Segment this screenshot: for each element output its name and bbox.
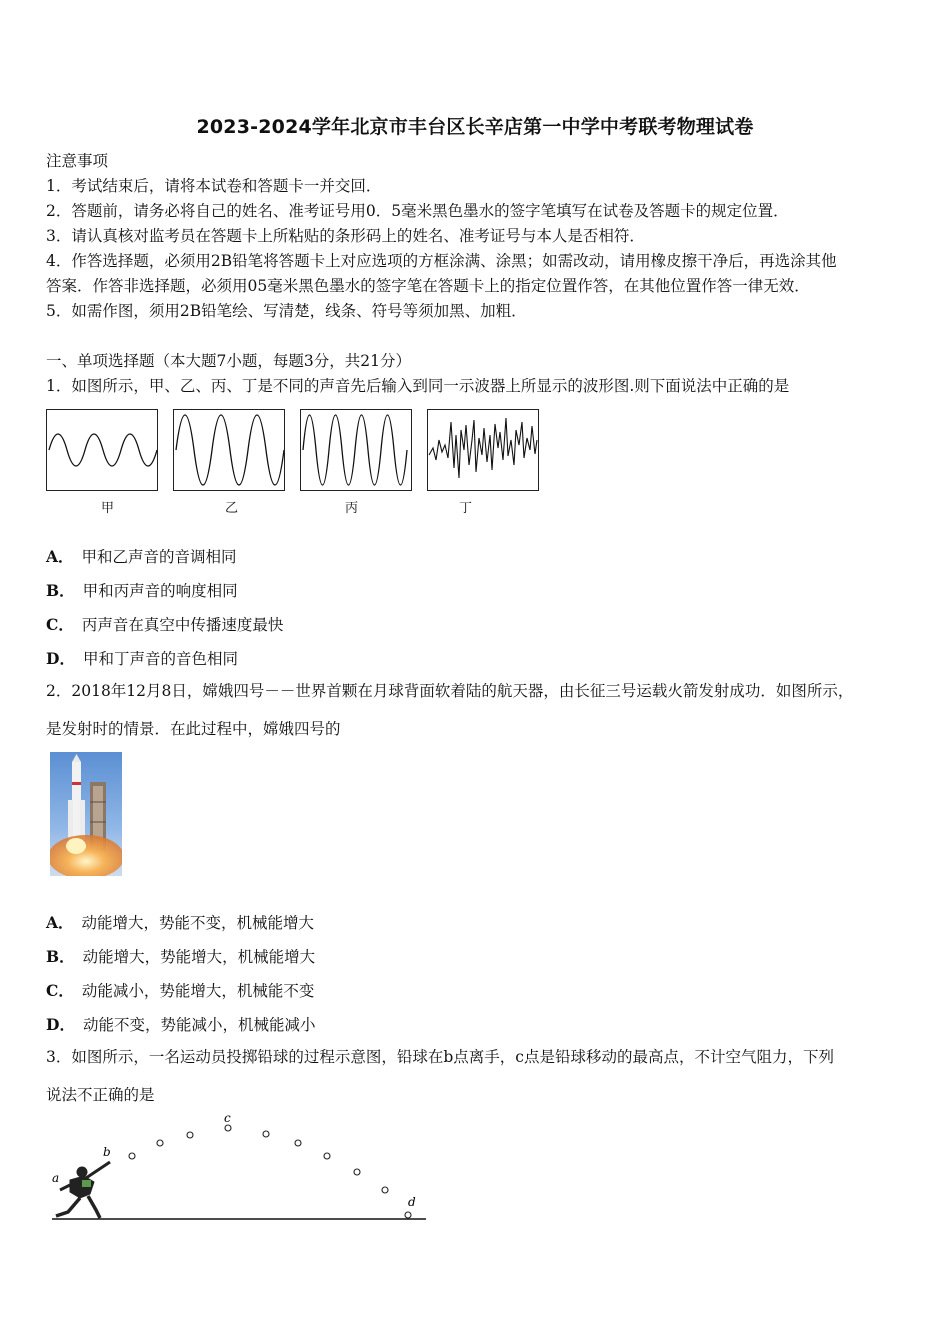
q1-option-a: A． 甲和乙声音的音调相同 bbox=[46, 547, 237, 566]
label-d: d bbox=[408, 1195, 416, 1209]
q2-option-d: D． 动能不变，势能减小，机械能减小 bbox=[46, 1015, 316, 1034]
rocket-launch-image bbox=[50, 752, 122, 876]
q3-stem-line2: 说法不正确的是 bbox=[46, 1086, 155, 1104]
q3-stem-line1: 3．如图所示，一名运动员投掷铅球的过程示意图，铅球在b点离手，c点是铅球移动的最高点，不计空气阻力，下列 bbox=[46, 1048, 834, 1066]
q1-option-d: D． 甲和丁声音的音色相同 bbox=[46, 649, 238, 668]
wave-label-bing: 丙 bbox=[345, 501, 359, 516]
q2-option-b: B． 动能增大，势能增大，机械能增大 bbox=[46, 947, 316, 966]
q2-option-c: C． 动能减小，势能增大，机械能不变 bbox=[46, 981, 315, 1000]
label-a: a bbox=[52, 1171, 60, 1185]
trajectory-balls bbox=[129, 1125, 411, 1218]
label-c: c bbox=[224, 1111, 231, 1125]
q2-option-a: A． 动能增大，势能不变，机械能增大 bbox=[46, 913, 315, 932]
wave-bing bbox=[300, 409, 412, 491]
page-title: 2023-2024学年北京市丰台区长辛店第一中学中考联考物理试卷 bbox=[196, 116, 754, 138]
section-heading: 一、单项选择题（本大题7小题，每题3分，共21分） bbox=[46, 352, 411, 370]
wave-jia bbox=[46, 409, 158, 491]
notice-item-4: 4．作答选择题，必须用2B铅笔将答题卡上对应选项的方框涂满、涂黑；如需改动，请用橡皮擦干净后，再选涂其他 bbox=[46, 252, 837, 270]
q2-stem-line1: 2．2018年12月8日，嫦娥四号－－世界首颗在月球背面软着陆的航天器，由长征三号运载火箭发射成功．如图所示， bbox=[46, 682, 854, 700]
label-b: b bbox=[103, 1145, 111, 1159]
q1-option-b: B． 甲和丙声音的响度相同 bbox=[46, 581, 238, 600]
q1-stem: 1．如图所示，甲、乙、丙、丁是不同的声音先后输入到同一示波器上所显示的波形图.则下面说法中正确的是 bbox=[46, 377, 790, 395]
wave-yi bbox=[173, 409, 285, 491]
notice-item-5: 5．如需作图，须用2B铅笔绘、写清楚，线条、符号等须加黑、加粗． bbox=[46, 302, 527, 320]
notice-item-4-cont: 答案．作答非选择题，必须用05毫米黑色墨水的签字笔在答题卡上的指定位置作答，在其他位置作答一律无效． bbox=[46, 277, 810, 295]
wave-ding bbox=[427, 409, 539, 491]
shot-put-diagram bbox=[46, 1110, 436, 1225]
notice-item-2: 2．答题前，请务必将自己的姓名、准考证号用0．5毫米黑色墨水的签字笔填写在试卷及答题卡的规定位置． bbox=[46, 202, 789, 220]
wave-label-ding: 丁 bbox=[459, 501, 473, 516]
notice-item-1: 1．考试结束后，请将本试卷和答题卡一并交回． bbox=[46, 177, 382, 195]
notice-heading: 注意事项 bbox=[46, 152, 109, 170]
athlete-figure bbox=[56, 1162, 110, 1218]
wave-label-yi: 乙 bbox=[225, 501, 239, 516]
notice-item-3: 3．请认真核对监考员在答题卡上所粘贴的条形码上的姓名、准考证号与本人是否相符． bbox=[46, 227, 645, 245]
wave-label-jia: 甲 bbox=[101, 501, 115, 516]
q1-option-c: C． 丙声音在真空中传播速度最快 bbox=[46, 615, 284, 634]
q2-stem-line2: 是发射时的情景．在此过程中，嫦娥四号的 bbox=[46, 720, 341, 738]
